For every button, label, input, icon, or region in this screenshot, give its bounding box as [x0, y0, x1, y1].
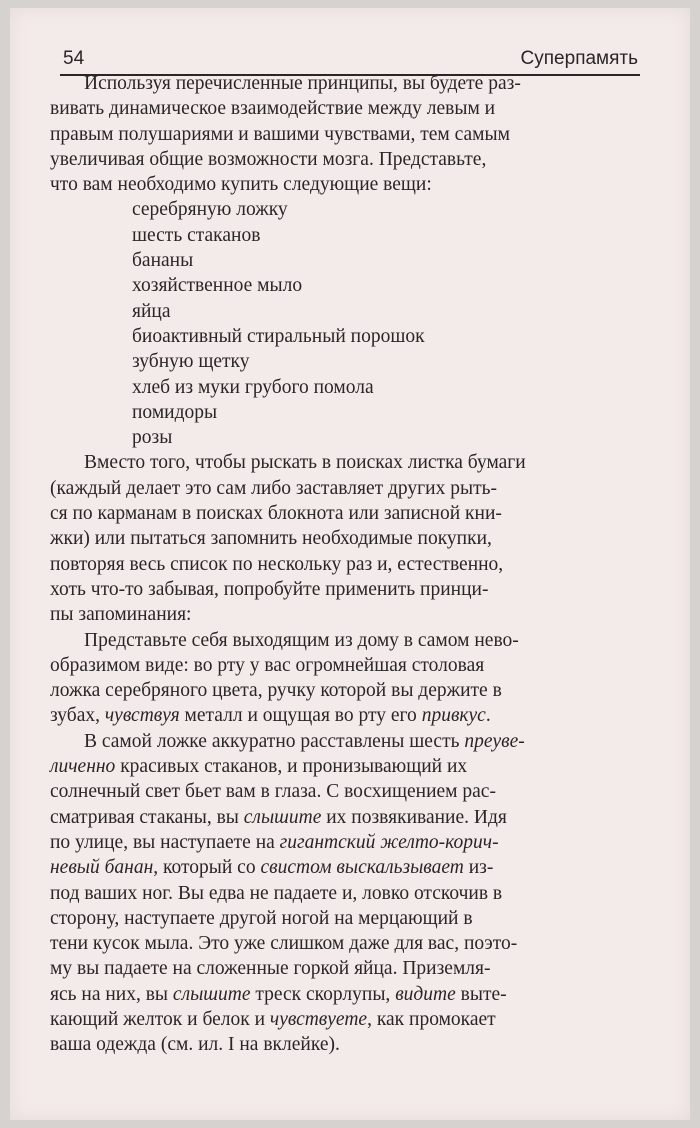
text-line — [50, 1007, 630, 1032]
text-run: по улице, вы наступаете на — [50, 831, 280, 853]
page-body — [50, 71, 630, 1058]
text-line: ложка серебряного цвета, ручку которой вы держите в — [50, 680, 502, 702]
text-line: вивать динамическое взаимодействие между левым и — [50, 98, 496, 120]
emphasis: привкус — [421, 705, 486, 727]
text-line — [50, 703, 630, 728]
emphasis: преуве- — [464, 730, 525, 752]
text-line: ваша одежда (см. ил. I на вклейке). — [50, 1034, 340, 1056]
list-item: хозяйственное мыло — [132, 275, 303, 297]
text-line: под ваших ног. Вы едва не падаете и, ловко отскочив в — [50, 882, 503, 904]
emphasis: свистом выскальзывает — [260, 857, 464, 879]
text-line: (каждый делает это сам либо заставляет других рыть- — [50, 477, 497, 499]
instructions-paragraph — [50, 450, 630, 627]
list-item: серебряную ложку — [132, 199, 288, 221]
text-run: их позвякивание. Идя — [321, 806, 507, 828]
text-line — [50, 754, 630, 779]
text-run: . — [485, 705, 491, 727]
text-run: металл и ощущая во рту его — [179, 705, 422, 727]
text-line: тени кусок мыла. Это уже слишком даже для вас, поэто- — [50, 933, 518, 955]
shopping-list — [132, 197, 630, 450]
running-title: Суперпамять — [520, 48, 638, 69]
text-run: выте- — [455, 983, 507, 1005]
emphasis: слышите — [172, 983, 251, 1005]
glasses-paragraph — [50, 729, 630, 1058]
list-item: шесть стаканов — [132, 224, 261, 246]
text-run: треск скорлупы, — [250, 983, 396, 1005]
page-number: 54 — [63, 48, 85, 69]
text-line: сторону, наступаете другой ногой на мерцающий в — [50, 907, 473, 929]
emphasis: невый банан — [50, 857, 154, 879]
text-line: повторяя весь список по нескольку раз и, естественно, — [50, 553, 504, 575]
text-line — [50, 729, 630, 754]
text-run: зубах, — [50, 705, 105, 727]
text-run: В самой ложке аккуратно расставлены шесть — [84, 730, 465, 752]
emphasis: личенно — [50, 756, 116, 778]
text-line — [50, 830, 630, 855]
emphasis: гигантский желто-корич- — [279, 831, 499, 853]
text-line: что вам необходимо купить следующие вещи: — [50, 174, 432, 196]
text-run: , как промокает — [367, 1008, 496, 1030]
text-line: Используя перечисленные принципы, вы будете раз- — [84, 73, 521, 94]
text-line — [50, 805, 630, 830]
text-run: , который со — [153, 857, 261, 879]
list-item: биоактивный стиральный порошок — [132, 325, 425, 347]
list-item: розы — [132, 427, 173, 449]
list-item: помидоры — [132, 401, 218, 423]
list-item: яйца — [132, 300, 171, 322]
text-run: из- — [463, 857, 494, 879]
emphasis: чувствуете — [269, 1008, 368, 1030]
text-line: правым полушариями и вашими чувствами, тем самым — [50, 123, 510, 145]
text-run: ясь на них, вы — [50, 983, 173, 1005]
text-line: образимом виде: во рту у вас огромнейшая столовая — [50, 654, 485, 676]
text-line — [50, 855, 630, 880]
emphasis: видите — [395, 983, 456, 1005]
spoon-paragraph — [50, 628, 630, 729]
text-line: хоть что-то забывая, попробуйте применить принци- — [50, 578, 489, 600]
text-line: Вместо того, чтобы рыскать в поисках листка бумаги — [84, 452, 526, 474]
emphasis: чувствуя — [104, 705, 180, 727]
text-line: жки) или пытаться запомнить необходимые покупки, — [50, 528, 492, 550]
text-line: увеличивая общие возможности мозга. Представьте, — [50, 148, 487, 170]
emphasis: слышите — [243, 806, 322, 828]
list-item: хлеб из муки грубого помола — [132, 376, 374, 398]
intro-paragraph — [50, 71, 630, 197]
text-run: кающий желток и белок и — [50, 1008, 270, 1030]
text-line: солнечный свет бьет вам в глаза. С восхищением рас- — [50, 781, 496, 803]
text-run: сматривая стаканы, вы — [50, 806, 244, 828]
list-item: бананы — [132, 250, 194, 272]
text-run: красивых стаканов, и пронизывающий их — [115, 756, 468, 778]
text-line: Представьте себя выходящим из дому в самом нево- — [84, 629, 519, 651]
text-line — [50, 982, 630, 1007]
text-line: му вы падаете на сложенные горкой яйца. Приземля- — [50, 958, 491, 980]
list-item: зубную щетку — [132, 351, 250, 373]
text-line: ся по карманам в поисках блокнота или записной кни- — [50, 503, 502, 525]
text-line: пы запоминания: — [50, 604, 192, 626]
